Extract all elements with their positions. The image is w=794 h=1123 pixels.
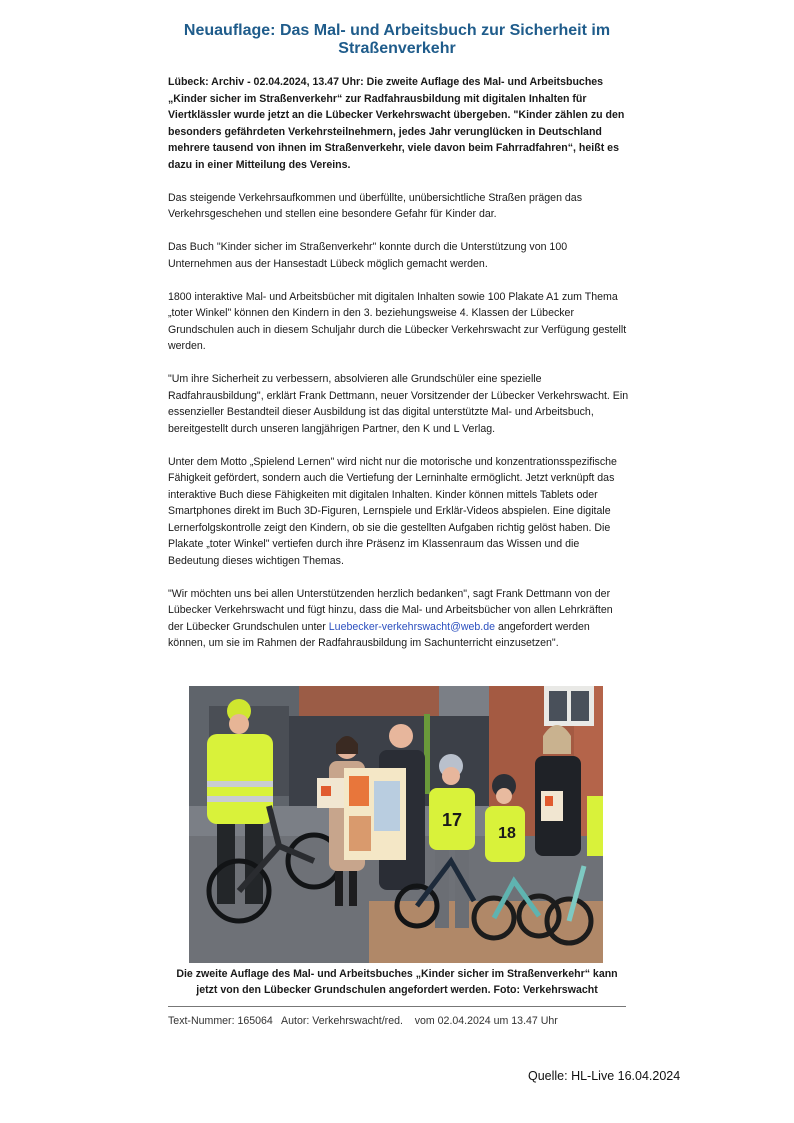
- article-paragraph: 1800 interaktive Mal- und Arbeitsbücher mit digitalen Inhalten sowie 100 Plakate A1 zum Thema „toter Winkel" können den Kindern in den 3. beziehungsweise 4. Klassen der Lübecker Grundschulen auch in diesem Schuljahr durch die Lübecker Verkehrswacht zur Verfügung gestellt werden.: [168, 290, 627, 352]
- vest-number: 18: [498, 825, 516, 842]
- article-lead: Lübeck: Archiv - 02.04.2024, 13.47 Uhr: Die zweite Auflage des Mal- und Arbeitsbuches „Kinder sicher im Straßenverkehr“ zur Radfahrausbildung mit digitalen Inhalten für Viertklässler wurde jetzt an die Lübecker Verkehrswacht übergeben. "Kinder zählen zu den besonders gefährdeten Verkehrsteilnehmern, jedes Jahr verunglücken in Deutschland mehrere tausend von ihnen im Straßenverkehr, viele davon beim Fahrradfahren“, heißt es dazu in einer Mitteilung des Vereins.: [168, 76, 625, 171]
- article-paragraph: Unter dem Motto „Spielend Lernen" wird nicht nur die motorische und konzentrationsspezifische Fähigkeit gefördert, sondern auch die Vertiefung der Lerninhalte ermöglicht. Jetzt verknüpft das interaktive Buch diese Fähigkeiten mit digitalen Inhalten. Kinder können mittels Tablets oder Smartphones direkt im Buch 3D-Figuren, Lernspiele und Erklär-Videos abspielen. Eine digitale Lernerfolgskontrolle zeigt den Kindern, ob sie die gestellten Aufgaben richtig gelöst haben. Die Plakate „toter Winkel" vertiefen durch ihre Präsenz im Klassenraum das Wissen und die Bedeutung dieses wichtigen Themas.: [168, 455, 617, 567]
- source-note: Quelle: HL-Live 16.04.2024: [528, 1069, 681, 1083]
- article-paragraph: Das Buch "Kinder sicher im Straßenverkehr" konnte durch die Unterstützung von 100 Unternehmen aus der Hansestadt Lübeck möglich gemacht werden.: [168, 241, 568, 270]
- photo-caption: Die zweite Auflage des Mal- und Arbeitsbuches „Kinder sicher im Straßenverkehr“ kann jetzt von den Lübecker Grundschulen angefordert werden. Foto: Verkehrswacht: [176, 968, 618, 996]
- article-photo: [189, 686, 603, 963]
- article-meta: Text-Nummer: 165064 Autor: Verkehrswacht/red. vom 02.04.2024 um 13.47 Uhr: [168, 1015, 558, 1027]
- article-body: [168, 74, 630, 668]
- email-link[interactable]: Luebecker-verkehrswacht@web.de: [328, 620, 495, 633]
- article-title: Neuauflage: Das Mal- und Arbeitsbuch zur Sicherheit im Straßenverkehr: [183, 22, 611, 57]
- divider: [168, 1006, 626, 1007]
- group-photo-illustration: [189, 686, 603, 963]
- paragraph-text: "Wir möchten uns bei allen Unterstützenden herzlich bedanken", sagt Frank Dettmann von der Lübecker Verkehrswacht und fügt hinzu, dass die Mal- und Arbeitsbücher von allen Lehrkräften der Lübecker Grundschulen unter: [168, 587, 613, 633]
- vest-number: 17: [441, 810, 463, 830]
- article-paragraph: Das steigende Verkehrsaufkommen und überfüllte, unübersichtliche Straßen prägen das Verkehrsgeschehen und stellen eine besondere Gefahr für Kinder dar.: [168, 191, 582, 220]
- paragraph-text: angefordert werden können, um sie im Rahmen der Radfahrausbildung im Sachunterricht einzusetzen".: [168, 620, 590, 649]
- article-paragraph: [168, 586, 630, 652]
- article-paragraph: "Um ihre Sicherheit zu verbessern, absolvieren alle Grundschüler eine spezielle Radfahrausbildung", erklärt Frank Dettmann, neuer Vorsitzender der Lübecker Verkehrswacht. Ein essenzieller Bestandteil dieser Ausbildung ist das digital unterstützte Mal- und Arbeitsbuch, bereitgestellt durch unseren langjährigen Partner, den K und L Verlag.: [168, 373, 629, 435]
